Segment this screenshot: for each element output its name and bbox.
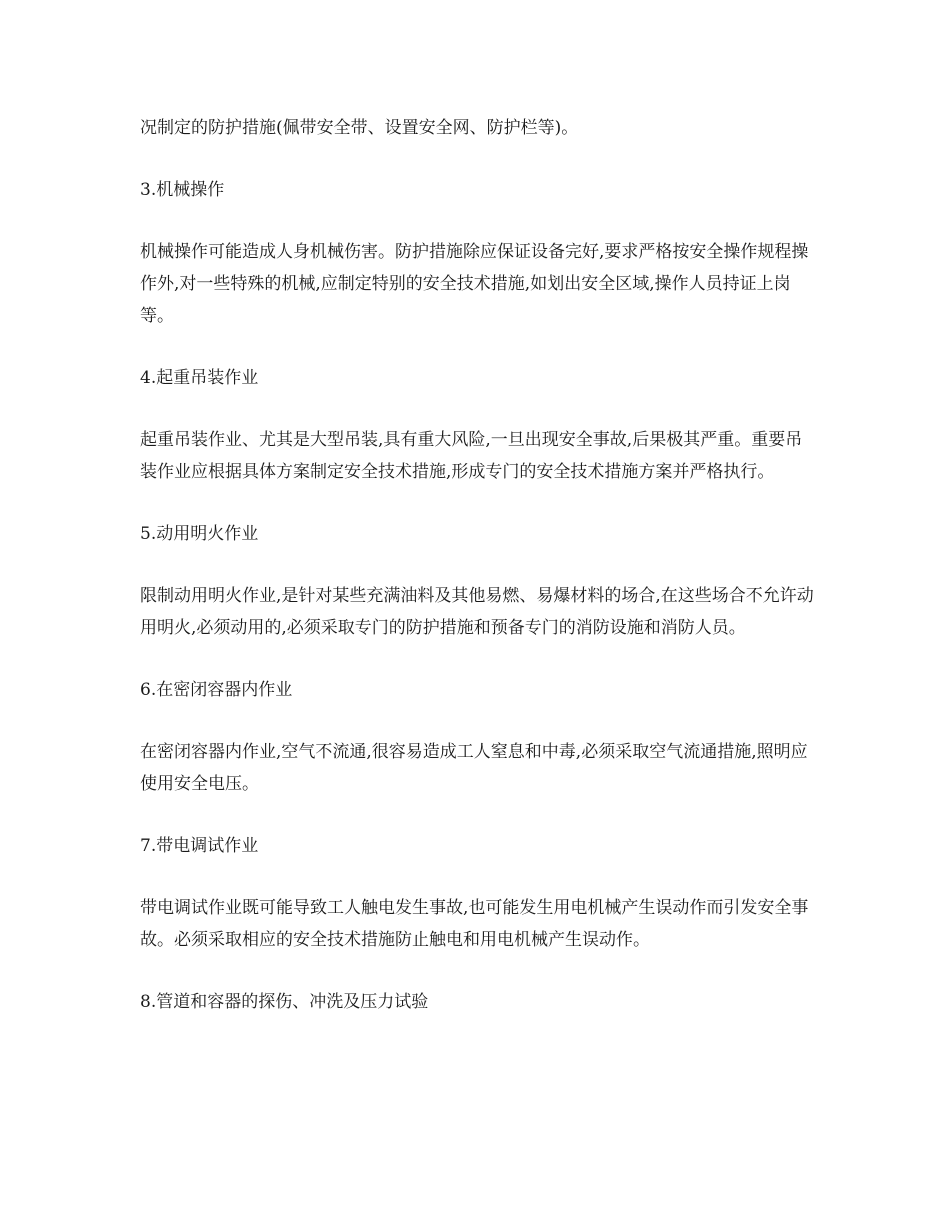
paragraph-machinery: 机械操作可能造成人身机械伤害。防护措施除应保证设备完好,要求严格按安全操作规程操作外,对一些特殊的机械,应制定特别的安全技术措施,如划出安全区域,操作人员持证上岗等。 [140, 242, 809, 326]
section-heading-3: 3.机械操作 [140, 180, 225, 200]
section-heading-5: 5.动用明火作业 [140, 524, 259, 544]
section-heading-4: 4.起重吊装作业 [140, 368, 259, 388]
section-heading-6: 6.在密闭容器内作业 [140, 680, 293, 700]
section-heading-8: 8.管道和容器的探伤、冲洗及压力试验 [140, 992, 429, 1012]
paragraph-lifting: 起重吊装作业、尤其是大型吊装,具有重大风险,一旦出现安全事故,后果极其严重。重要吊装作业应根据具体方案制定安全技术措施,形成专门的安全技术措施方案并严格执行。 [140, 430, 803, 482]
paragraph-closed-container: 在密闭容器内作业,空气不流通,很容易造成工人窒息和中毒,必须采取空气流通措施,照明应使用安全电压。 [140, 742, 808, 794]
document-page [140, 112, 815, 1018]
paragraph-open-fire: 限制动用明火作业,是针对某些充满油料及其他易燃、易爆材料的场合,在这些场合不允许动用明火,必须动用的,必须采取专门的防护措施和预备专门的消防设施和消防人员。 [140, 586, 814, 638]
section-heading-7: 7.带电调试作业 [140, 836, 259, 856]
paragraph-continued-protection: 况制定的防护措施(佩带安全带、设置安全网、防护栏等)。 [140, 118, 579, 138]
paragraph-live-testing: 带电调试作业既可能导致工人触电发生事故,也可能发生用电机械产生误动作而引发安全事故。必须采取相应的安全技术措施防止触电和用电机械产生误动作。 [140, 898, 809, 950]
